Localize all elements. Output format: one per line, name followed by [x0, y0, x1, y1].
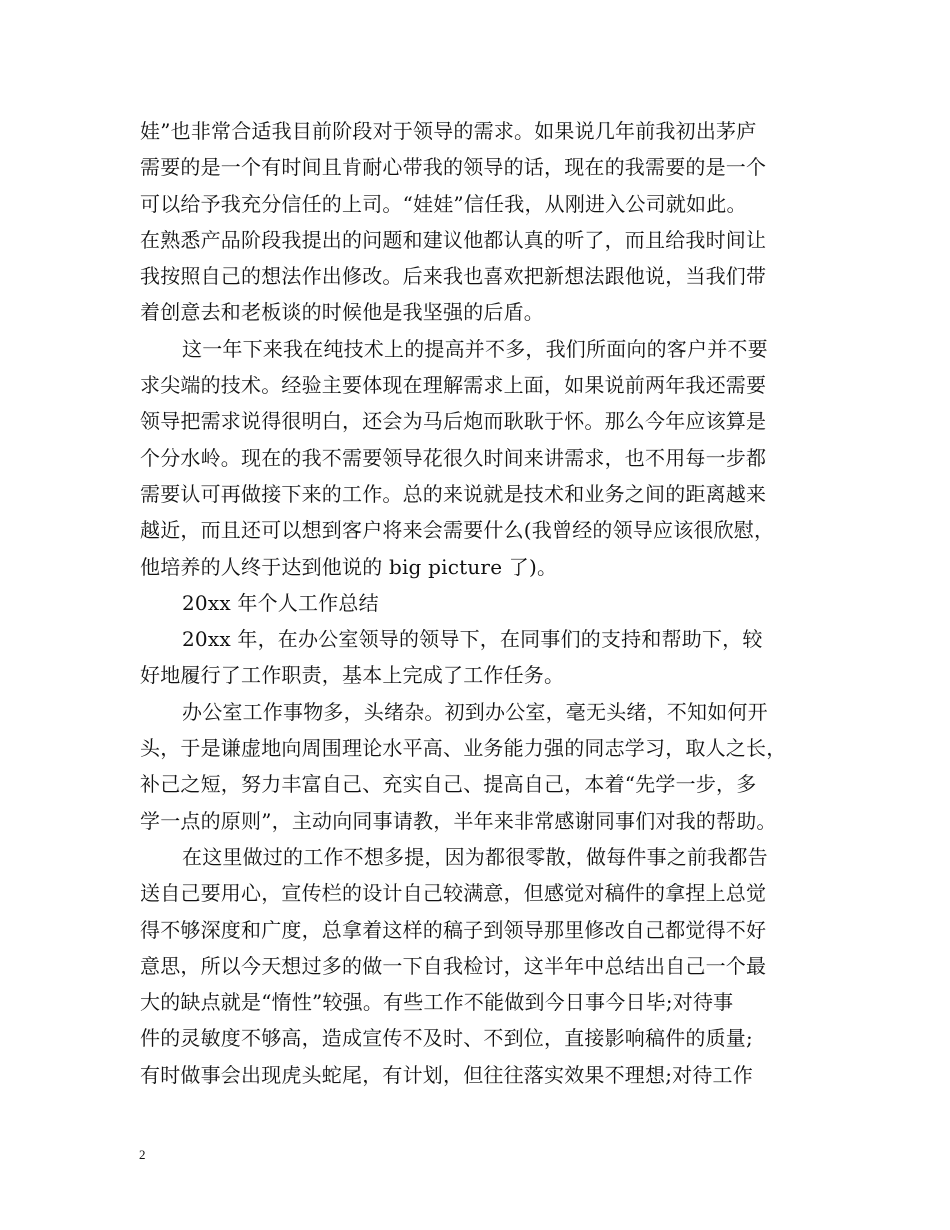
- text-line: 娃”也非常合适我目前阶段对于领导的需求。如果说几年前我初出茅庐: [140, 119, 757, 143]
- text-line: 件的灵敏度不够高，造成宣传不及时、不到位，直接影响稿件的质量;: [140, 1026, 753, 1051]
- page-number: 2: [139, 1147, 146, 1162]
- text-line: 得不够深度和广度，总拿着这样的稿子到领导那里修改自己都觉得不好: [140, 917, 767, 942]
- text-line: 大的缺点就是“惰性”较强。有些工作不能做到今日事今日毕;对待事: [140, 990, 734, 1015]
- text-line: 这一年下来我在纯技术上的提高并不多，我们所面向的客户并不要: [182, 336, 768, 361]
- text-line: 办公室工作事物多，头绪杂。初到办公室，毫无头绪，不知如何开: [182, 699, 768, 724]
- text-line: 需要的是一个有时间且肯耐心带我的领导的话，现在的我需要的是一个: [140, 155, 767, 180]
- text-line: 好地履行了工作职责，基本上完成了工作任务。: [140, 663, 565, 688]
- text-line: 需要认可再做接下来的工作。总的来说就是技术和业务之间的距离越来: [140, 481, 767, 506]
- text-line: 领导把需求说得很明白，还会为马后炮而耿耿于怀。那么今年应该算是: [140, 409, 767, 434]
- text-line: 意思，所以今天想过多的做一下自我检讨，这半年中总结出自己一个最: [140, 953, 767, 978]
- text-line: 在熟悉产品阶段我提出的问题和建议他都认真的听了，而且给我时间让: [140, 227, 767, 252]
- text-line: 20xx 年，在办公室领导的领导下，在同事们的支持和帮助下，较: [182, 627, 763, 652]
- text-line: 可以给予我充分信任的上司。“娃娃”信任我，从刚进入公司就如此。: [140, 191, 747, 216]
- text-line: 求尖端的技术。经验主要体现在理解需求上面，如果说前两年我还需要: [140, 373, 767, 398]
- text-line: 头，于是谦虚地向周围理论水平高、业务能力强的同志学习，取人之长，: [140, 736, 787, 761]
- text-line: 着创意去和老板谈的时候他是我坚强的后盾。: [140, 300, 544, 325]
- text-line: 在这里做过的工作不想多提，因为都很零散，做每件事之前我都告: [182, 844, 768, 869]
- text-line: 学一点的原则”，主动向同事请教，半年来非常感谢同事们对我的帮助。: [140, 808, 777, 833]
- text-line: 补己之短，努力丰富自己、充实自己、提高自己，本着“先学一步，多: [140, 772, 757, 797]
- document-body: [140, 113, 830, 1093]
- text-line: 他培养的人终于达到他说的 big picture 了)。: [140, 554, 558, 579]
- text-line: 20xx 年个人工作总结: [182, 590, 379, 615]
- text-line: 有时做事会出现虎头蛇尾，有计划，但往往落实效果不理想;对待工作: [140, 1062, 753, 1087]
- text-line: 个分水岭。现在的我不需要领导花很久时间来讲需求，也不用每一步都: [140, 445, 767, 470]
- text-line: 我按照自己的想法作出修改。后来我也喜欢把新想法跟他说，当我们带: [140, 264, 767, 289]
- text-line: 越近，而且还可以想到客户将来会需要什么(我曾经的领导应该很欣慰，: [140, 518, 775, 543]
- text-line: 送自己要用心，宣传栏的设计自己较满意，但感觉对稿件的拿捏上总觉: [140, 881, 767, 906]
